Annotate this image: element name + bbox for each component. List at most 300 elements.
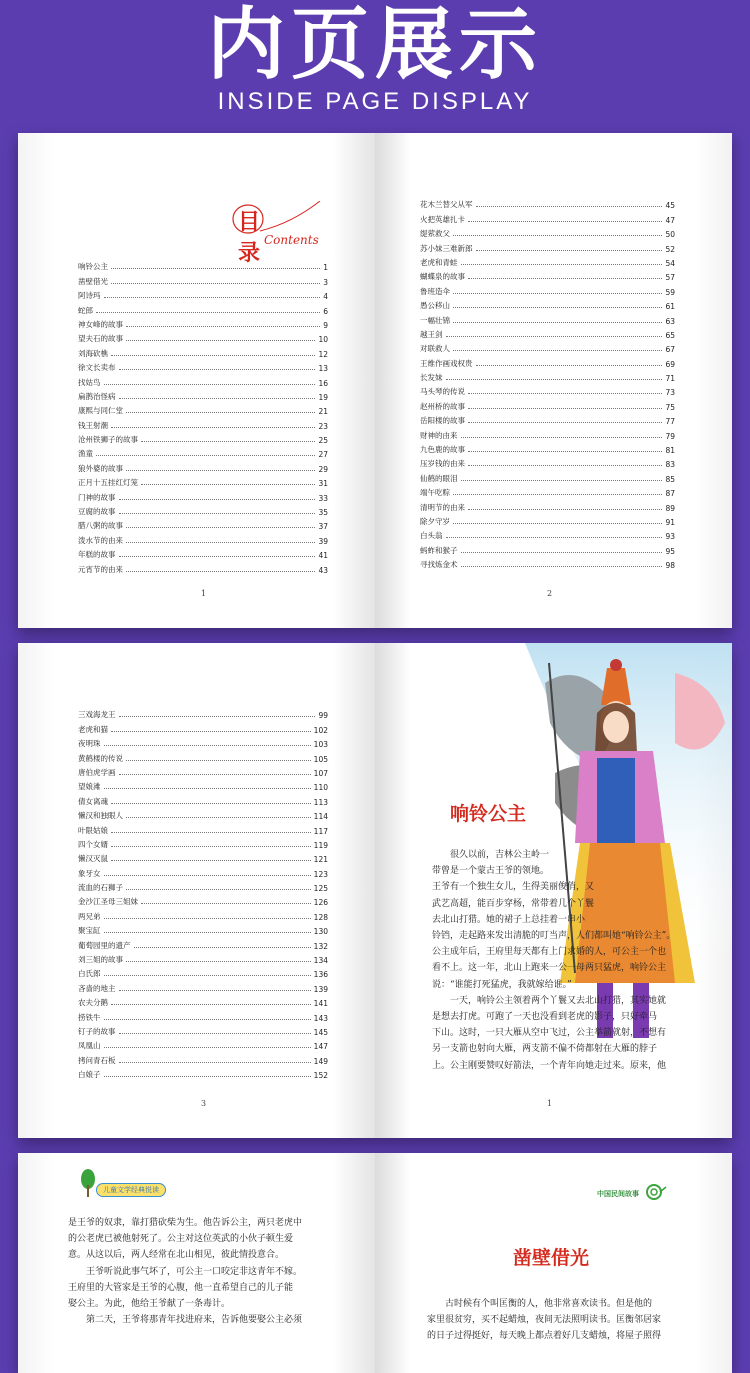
toc-entry-page: 75 [665,402,675,412]
toc-entry-page: 67 [665,345,675,355]
toc-leader-dots [476,365,663,366]
toc-leader-dots [119,556,316,557]
toc-entry [420,268,675,282]
toc-entry-title: 三戏海龙王 [78,710,116,720]
toc-entry-title: 钱王射潮 [78,420,108,430]
toc-leader-dots [104,788,311,789]
toc-entry-title: 凤凰山 [78,1041,101,1051]
toc-entry [78,907,328,921]
toc-entry [78,459,328,473]
toc-entry-page: 59 [665,287,675,297]
toc-entry [78,1037,328,1051]
toc-leader-dots [468,465,662,466]
toc-entry [420,254,675,268]
toc-entry-title: 四个女婿 [78,839,108,849]
toc-entry [420,225,675,239]
toc-page-left [18,133,375,628]
story-line: 王爷听说此事气坏了，可公主一口咬定非这青年不嫁。 [86,1266,303,1277]
toc-leader-dots [126,412,315,413]
toc-entry [420,541,675,555]
story-text [68,1215,338,1328]
toc-entry [420,383,675,397]
story-line: 王爷有一个独生女儿，生得美丽俊俏，又 [432,882,595,893]
story-line: 说：“谁能打死猛虎，我就嫁给谁。” [432,979,572,990]
toc-entry-page: 91 [665,517,675,527]
toc-entry-title: 刘三姐的故事 [78,955,123,965]
toc-entry-title: 白氏郎 [78,969,101,979]
snail-icon [644,1183,668,1201]
toc-entry-title: 倩女离魂 [78,796,108,806]
toc-entry-title: 一幅壮锦 [420,315,450,325]
toc-leader-dots [111,1004,311,1005]
toc-entry [78,764,328,778]
toc-entry-page: 35 [318,508,328,518]
toc-leader-dots [476,206,663,207]
toc-entry [78,792,328,806]
toc-leader-dots [141,484,315,485]
toc-leader-dots [468,509,662,510]
toc-leader-dots [453,350,662,351]
toc-leader-dots [111,846,311,847]
toc-entry-title: 缇萦救父 [420,229,450,239]
toc-entry [78,836,328,850]
toc-leader-dots [461,480,663,481]
toc-list [78,258,328,575]
toc-entry [420,311,675,325]
toc-entry-title: 元宵节的由来 [78,564,123,574]
toc-entry-page: 132 [313,941,328,951]
toc-entry-title: 端午吃粽 [420,488,450,498]
toc-leader-dots [126,340,315,341]
page-title: 内页展示 [206,0,543,90]
toc-entry [78,546,328,560]
story-page [375,1153,732,1373]
toc-entry [78,850,328,864]
toc-entry-page: 136 [313,970,328,980]
toc-leader-dots [446,537,663,538]
toc-leader-dots [453,235,662,236]
toc-entry-page: 39 [318,536,328,546]
page-number: 1 [201,589,207,598]
toc-entry-page: 31 [318,479,328,489]
toc-leader-dots [126,542,315,543]
toc-leader-dots [111,427,315,428]
toc-entry-title: 唐伯虎学画 [78,767,116,777]
toc-leader-dots [141,441,315,442]
toc-entry-title: 捞铁牛 [78,1012,101,1022]
book-spread-1 [18,133,732,628]
toc-leader-dots [126,326,320,327]
toc-entry-page: 149 [313,1056,328,1066]
toc-entry-title: 老虎和青蛙 [420,257,458,267]
toc-entry-title: 花木兰替父从军 [420,200,473,210]
toc-entry-title: 苏小妹三难新郎 [420,243,473,253]
toc-entry-page: 85 [665,474,675,484]
page-number: 2 [547,589,553,598]
toc-entry-title: 狼外婆的故事 [78,463,123,473]
toc-entry-title: 除夕守岁 [420,516,450,526]
toc-leader-dots [126,527,315,528]
toc-entry-page: 130 [313,927,328,937]
toc-entry-title: 长发妹 [420,373,443,383]
toc-entry-title: 岳阳楼的故事 [420,416,465,426]
toc-leader-dots [126,817,311,818]
toc-entry [78,359,328,373]
toc-entry [78,287,328,301]
toc-entry-title: 望夫石的故事 [78,334,123,344]
story-title: 响铃公主 [450,803,527,825]
toc-entry-page: 117 [313,826,328,836]
toc-entry [78,1051,328,1065]
series-logo-text: 儿童文学经典悦读 [96,1183,166,1197]
toc-entry-title: 赵州桥的故事 [420,401,465,411]
toc-leader-dots [453,293,662,294]
toc-entry-page: 33 [318,493,328,503]
toc-entry-title: 年糕的故事 [78,550,116,560]
toc-entry [78,749,328,763]
toc-entry-title: 象牙女 [78,868,101,878]
toc-entry-page: 27 [318,450,328,460]
toc-leader-dots [461,437,663,438]
toc-entry-page: 123 [313,869,328,879]
toc-entry-page: 110 [313,783,328,793]
toc-entry-title: 康熙与同仁堂 [78,406,123,416]
toc-entry-title: 九色鹿的故事 [420,445,465,455]
toc-entry-title: 仙鹤的眼泪 [420,473,458,483]
toc-entry-title: 泼水节的由来 [78,535,123,545]
toc-entry-page: 79 [665,431,675,441]
toc-leader-dots [126,961,311,962]
toc-entry-page: 98 [665,561,675,571]
toc-entry [420,196,675,210]
toc-entry-page: 21 [318,407,328,417]
toc-entry [78,994,328,1008]
toc-entry [420,455,675,469]
toc-leader-dots [104,297,321,298]
toc-entry-page: 37 [318,522,328,532]
toc-entry [78,373,328,387]
contents-heading-en: Contents [264,233,319,247]
toc-entry-title: 对联救人 [420,344,450,354]
story-line: 铃铛，走起路来发出清脆的叮当声，人们都叫她“响铃公主”。 [432,931,676,942]
page-subtitle: INSIDE PAGE DISPLAY [217,88,533,115]
toc-entry-page: 105 [313,754,328,764]
toc-leader-dots [126,760,311,761]
story-title: 凿壁借光 [513,1247,590,1269]
toc-entry [78,474,328,488]
toc-leader-dots [141,903,311,904]
toc-leader-dots [111,268,320,269]
toc-entry [78,778,328,792]
toc-entry [78,258,328,272]
story-line: 公主成年后，王府里每天都有上门求婚的人，可公主一个也 [432,947,667,958]
toc-entry-title: 望娘滩 [78,782,101,792]
toc-entry-title: 腊八粥的故事 [78,521,123,531]
toc-entry [78,864,328,878]
toc-leader-dots [468,393,662,394]
story-line: 是王爷的奴隶，靠打猎砍柴为生。他告诉公主，两只老虎中 [68,1218,303,1228]
toc-entry-page: 41 [318,551,328,561]
toc-entry-page: 113 [313,797,328,807]
toc-entry-page: 13 [318,364,328,374]
toc-leader-dots [104,918,311,919]
toc-entry-title: 神女峰的故事 [78,319,123,329]
toc-entry-title: 金沙江圣母三姐妹 [78,897,138,907]
toc-leader-dots [461,264,663,265]
toc-leader-dots [119,369,316,370]
toc-entry-page: 52 [665,244,675,254]
toc-leader-dots [461,566,663,567]
toc-entry-page: 121 [313,855,328,865]
toc-entry-title: 黄鹤楼的传说 [78,753,123,763]
toc-entry-title: 白娘子 [78,1070,101,1080]
toc-entry-title: 聚宝缸 [78,926,101,936]
story-page [18,1153,375,1373]
toc-leader-dots [468,408,662,409]
toc-entry [420,469,675,483]
toc-entry-page: 50 [665,230,675,240]
toc-leader-dots [111,860,311,861]
toc-entry-page: 4 [323,292,328,302]
toc-leader-dots [111,283,320,284]
toc-entry-page: 47 [665,215,675,225]
toc-leader-dots [104,975,311,976]
toc-leader-dots [104,384,316,385]
toc-entry-title: 寻找炼金术 [420,560,458,570]
toc-entry-title: 凿壁借光 [78,276,108,286]
toc-leader-dots [119,513,316,514]
toc-entry-page: 1 [323,263,328,273]
toc-entry-title: 渔童 [78,449,93,459]
toc-entry-title: 愚公移山 [420,301,450,311]
toc-entry-title: 鲁班造伞 [420,286,450,296]
toc-entry-title: 流血的石狮子 [78,883,123,893]
book-spread-3 [18,1153,732,1373]
toc-leader-dots [96,455,315,456]
toc-leader-dots [119,1062,311,1063]
toc-entry-page: 25 [318,436,328,446]
toc-entry-page: 73 [665,388,675,398]
toc-entry-title: 白头翁 [420,531,443,541]
toc-entry-title: 农夫分鹅 [78,998,108,1008]
toc-entry [78,531,328,545]
toc-leader-dots [453,494,662,495]
toc-entry-title: 蛇郎 [78,305,93,315]
toc-leader-dots [104,1019,311,1020]
toc-entry-title: 叶限姑娘 [78,825,108,835]
series-logo [78,1169,208,1199]
toc-entry-page: 114 [313,812,328,822]
toc-entry-title: 找姑鸟 [78,377,101,387]
toc-leader-dots [119,774,311,775]
toc-entry [78,922,328,936]
story-line: 娶公主。为此，他给王爷献了一条毒计。 [68,1299,231,1310]
toc-entry [78,301,328,315]
toc-page-right [375,133,732,628]
toc-entry [78,330,328,344]
toc-entry-title: 老虎和猫 [78,724,108,734]
toc-leader-dots [119,499,316,500]
story-text [427,1296,702,1345]
toc-entry [420,282,675,296]
story-line: 的公老虎已被他射死了。公主对这位英武的小伙子顿生爱 [68,1234,294,1245]
toc-entry [420,354,675,368]
toc-entry-page: 89 [665,503,675,513]
toc-entry-title: 钉子的故事 [78,1026,116,1036]
toc-leader-dots [104,875,311,876]
toc-leader-dots [104,1047,311,1048]
toc-entry-page: 152 [313,1071,328,1081]
toc-entry [420,239,675,253]
toc-entry [420,412,675,426]
toc-entry-page: 43 [318,565,328,575]
toc-entry [420,326,675,340]
toc-entry [420,297,675,311]
toc-entry-page: 23 [318,421,328,431]
toc-leader-dots [453,322,662,323]
story-line: 第二天，王爷将那青年找进府来，告诉他要娶公主必须 [86,1315,303,1326]
toc-entry-page: 61 [665,302,675,312]
toc-page-left [18,643,375,1138]
toc-entry-page: 71 [665,374,675,384]
toc-entry-page: 87 [665,489,675,499]
toc-leader-dots [468,451,662,452]
toc-entry-page: 77 [665,417,675,427]
toc-entry-title: 压岁钱的由来 [420,459,465,469]
toc-entry [420,340,675,354]
toc-entry-page: 102 [313,725,328,735]
toc-entry-page: 125 [313,884,328,894]
toc-leader-dots [468,278,662,279]
story-line: 意。从这以后，两人经常在北山相见，彼此情投意合。 [68,1250,285,1261]
toc-entry [78,503,328,517]
toc-entry [78,488,328,502]
toc-entry-page: 128 [313,912,328,922]
toc-entry [78,706,328,720]
toc-leader-dots [104,932,311,933]
toc-entry [420,498,675,512]
toc-entry-title: 吝啬的地主 [78,983,116,993]
toc-entry [420,484,675,498]
toc-entry-title: 响铃公主 [78,262,108,272]
toc-entry-page: 65 [665,330,675,340]
story-line: 武艺高超，能百步穿杨，常带着几个丫鬟 [432,898,595,909]
toc-entry-page: 95 [665,546,675,556]
toc-entry-title: 清明节的由来 [420,502,465,512]
folk-story-logo [597,1181,668,1201]
toc-entry-title: 阿诗玛 [78,291,101,301]
toc-entry-page: 9 [323,320,328,330]
toc-entry-title: 徐文长卖布 [78,363,116,373]
toc-entry [78,951,328,965]
toc-entry-page: 6 [323,306,328,316]
toc-leader-dots [119,398,316,399]
toc-leader-dots [111,803,311,804]
story-line: 的日子过得挺好，每天晚上都点着好几支蜡烛，将屋子照得 [427,1331,662,1342]
toc-entry-title: 王维作画戏权贵 [420,358,473,368]
toc-entry [78,445,328,459]
toc-entry [78,344,328,358]
toc-entry [78,807,328,821]
toc-leader-dots [134,947,311,948]
toc-leader-dots [119,1033,311,1034]
story-line: 古时候有个叫匡衡的人，他非常喜欢读书。但是他的 [445,1299,653,1309]
toc-entry [78,879,328,893]
toc-entry-page: 83 [665,460,675,470]
toc-entry-page: 3 [323,277,328,287]
toc-entry [78,416,328,430]
toc-entry-title: 财神的由来 [420,430,458,440]
toc-entry [78,388,328,402]
toc-entry-title: 越王剑 [420,329,443,339]
toc-leader-dots [119,716,316,717]
toc-leader-dots [104,745,311,746]
toc-entry [78,893,328,907]
toc-leader-dots [446,379,663,380]
toc-entry-title: 蝴蝶泉的故事 [420,272,465,282]
toc-entry-page: 119 [313,840,328,850]
toc-leader-dots [111,832,311,833]
toc-entry [78,517,328,531]
toc-entry-title: 拷问青石板 [78,1055,116,1065]
toc-entry-page: 145 [313,1027,328,1037]
toc-entry-page: 139 [313,984,328,994]
toc-entry [420,397,675,411]
toc-entry-page: 143 [313,1013,328,1023]
toc-entry-page: 134 [313,956,328,966]
toc-entry-title: 懒汉和独眼人 [78,811,123,821]
toc-entry [78,560,328,574]
toc-entry [78,979,328,993]
story-line: 去北山打猎。她的裙子上总挂着一串小 [432,914,586,925]
toc-entry-page: 81 [665,446,675,456]
toc-leader-dots [96,312,320,313]
toc-entry [420,369,675,383]
toc-entry-title: 火把英雄扎卡 [420,214,465,224]
toc-entry-title: 两兄弟 [78,911,101,921]
toc-entry [78,735,328,749]
story-line: 很久以前，吉林公主岭一 [450,850,550,860]
toc-entry-page: 93 [665,532,675,542]
toc-leader-dots [126,470,315,471]
toc-entry-page: 99 [318,711,328,721]
toc-entry [420,210,675,224]
toc-entry-title: 刘海砍樵 [78,348,108,358]
story-line: 上。公主刚要赞叹好箭法，一个青年向她走过来。原来，他 [432,1060,667,1071]
toc-list [420,196,675,570]
toc-entry [78,1066,328,1080]
toc-entry-page: 103 [313,740,328,750]
toc-entry-page: 141 [313,999,328,1009]
toc-leader-dots [453,523,662,524]
toc-leader-dots [104,1076,311,1077]
toc-leader-dots [476,250,663,251]
toc-entry-page: 107 [313,768,328,778]
toc-entry [78,821,328,835]
toc-entry-title: 葡萄园里的遗产 [78,940,131,950]
contents-heading-cn: 目录 [238,210,261,266]
toc-entry-page: 45 [665,201,675,211]
toc-entry-page: 69 [665,359,675,369]
toc-entry [78,1023,328,1037]
toc-leader-dots [468,221,662,222]
story-page [375,643,732,1138]
toc-entry-page: 29 [318,464,328,474]
story-text [432,847,694,1074]
toc-entry-title: 懒汉灭鼠 [78,854,108,864]
book-spread-2 [18,643,732,1138]
toc-entry-title: 马头琴的传说 [420,387,465,397]
